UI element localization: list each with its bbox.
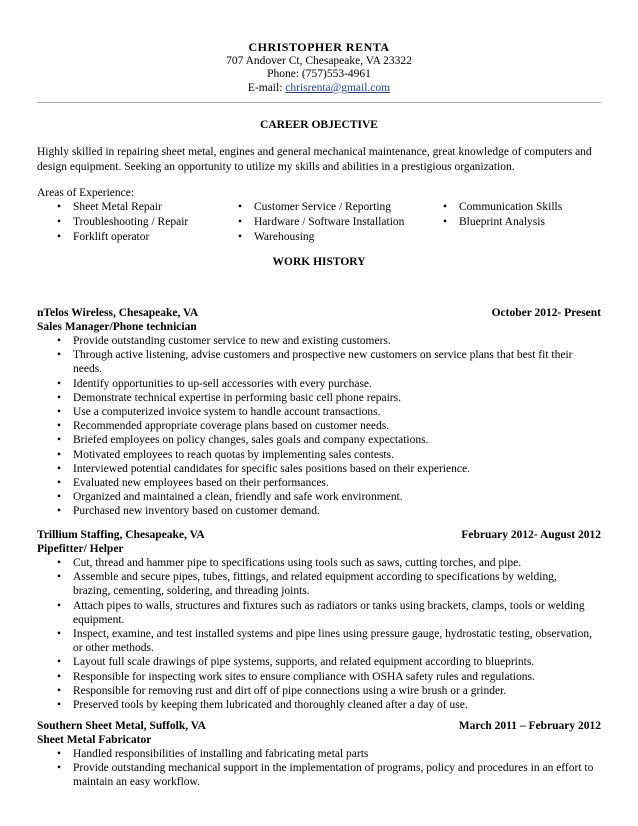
list-item: • Interviewed potential candidates for specific sales positions based on their experience. [55,462,595,476]
area-item: • Sheet Metal Repair [55,200,230,215]
career-objective-text: Highly skilled in repairing sheet metal, engines and general mechanical maintenance, great knowledge of computers and design equipment. Seeking an opportunity to utilize my skills and abilities in a prestigious organization. [37,146,592,173]
phone: Phone: (757)553-4961 [267,68,371,80]
area-item: • Customer Service / Reporting [236,200,441,215]
career-objective-title: CAREER OBJECTIVE [260,119,378,131]
work-history-title: WORK HISTORY [272,256,366,268]
job-role: Pipefitter/ Helper [37,543,124,555]
list-item: • Organized and maintained a clean, friendly and safe work environment. [55,490,595,504]
area-item: • Troubleshooting / Repair [55,215,230,230]
list-item: • Evaluated new employees based on their performances. [55,476,595,490]
list-item: • Handled responsibilities of installing and fabricating metal parts [55,747,595,761]
list-item: • Demonstrate technical expertise in performing basic cell phone repairs. [55,391,595,405]
job-company: Southern Sheet Metal, Suffolk, VA [37,720,206,732]
area-item: • Warehousing [236,230,441,245]
area-item: • Blueprint Analysis [441,215,601,230]
list-item: • Provide outstanding customer service to new and existing customers. [55,334,595,348]
list-item: • Inspect, examine, and test installed systems and pipe lines using pressure gauge, hydrostatic testing, observation, or other methods. [55,627,595,655]
list-item: • Recommended appropriate coverage plans based on customer needs. [55,419,595,433]
job-dates: February 2012- August 2012 [461,529,601,541]
email-line [0,81,638,96]
list-item: • Identify opportunities to up-sell accessories with every purchase. [55,377,595,391]
area-item: • Hardware / Software Installation [236,215,441,230]
email-link[interactable]: chrisrenta@gmail.com [285,82,391,94]
list-item: • Purchased new inventory based on customer demand. [55,504,595,518]
list-item: • Preserved tools by keeping them lubricated and thoroughly cleaned after a day of use. [55,698,595,712]
list-item: • Layout full scale drawings of pipe systems, supports, and related equipment according to blueprints. [55,655,595,669]
list-item: • Provide outstanding mechanical support in the implementation of programs, policy and procedures in an effort to maintain an easy workflow. [55,761,595,789]
job-duties [55,334,595,519]
header-divider [37,102,601,103]
job-duties [55,556,595,712]
list-item: • Cut, thread and hammer pipe to specifications using tools such as saws, cutting torches, and pipe. [55,556,595,570]
areas-column-1 [55,200,230,245]
list-item: • Motivated employees to reach quotas by implementing sales contests. [55,448,595,462]
list-item: • Through active listening, advise customers and prospective new customers on service plans that best fit their needs. [55,348,595,376]
job-company: nTelos Wireless, Chesapeake, VA [37,307,199,319]
area-item: • Forklift operator [55,230,230,245]
list-item: • Briefed employees on policy changes, sales goals and company expectations. [55,433,595,447]
list-item: • Use a computerized invoice system to handle account transactions. [55,405,595,419]
job-dates: March 2011 – February 2012 [458,720,601,732]
job-header [37,528,601,542]
list-item: • Attach pipes to walls, structures and fixtures such as radiators or tanks using brackets, clamps, tools or welding equipment. [55,599,595,627]
email-label: E-mail: [247,82,283,94]
job-company: Trillium Staffing, Chesapeake, VA [37,529,205,541]
areas-of-experience-label: Areas of Experience: [37,187,135,199]
list-item: • Assemble and secure pipes, tubes, fittings, and related equipment according to specifications by welding, brazing, cementing, soldering, and threading joints. [55,570,595,598]
job-duties [55,747,595,790]
job-header [37,306,601,320]
address: 707 Andover Ct, Chesapeake, VA 23322 [226,55,412,67]
job-header [37,719,601,733]
list-item: • Responsible for removing rust and dirt off of pipe connections using a wire brush or a grinder. [55,684,595,698]
candidate-name: CHRISTOPHER RENTA [248,40,390,54]
job-role: Sheet Metal Fabricator [37,734,152,746]
area-item: • Communication Skills [441,200,601,215]
list-item: • Responsible for inspecting work sites to ensure compliance with OSHA safety rules and regulations. [55,670,595,684]
areas-column-2 [236,200,441,245]
job-role: Sales Manager/Phone technician [37,321,197,333]
areas-column-3 [441,200,601,230]
job-dates: October 2012- Present [491,307,601,319]
